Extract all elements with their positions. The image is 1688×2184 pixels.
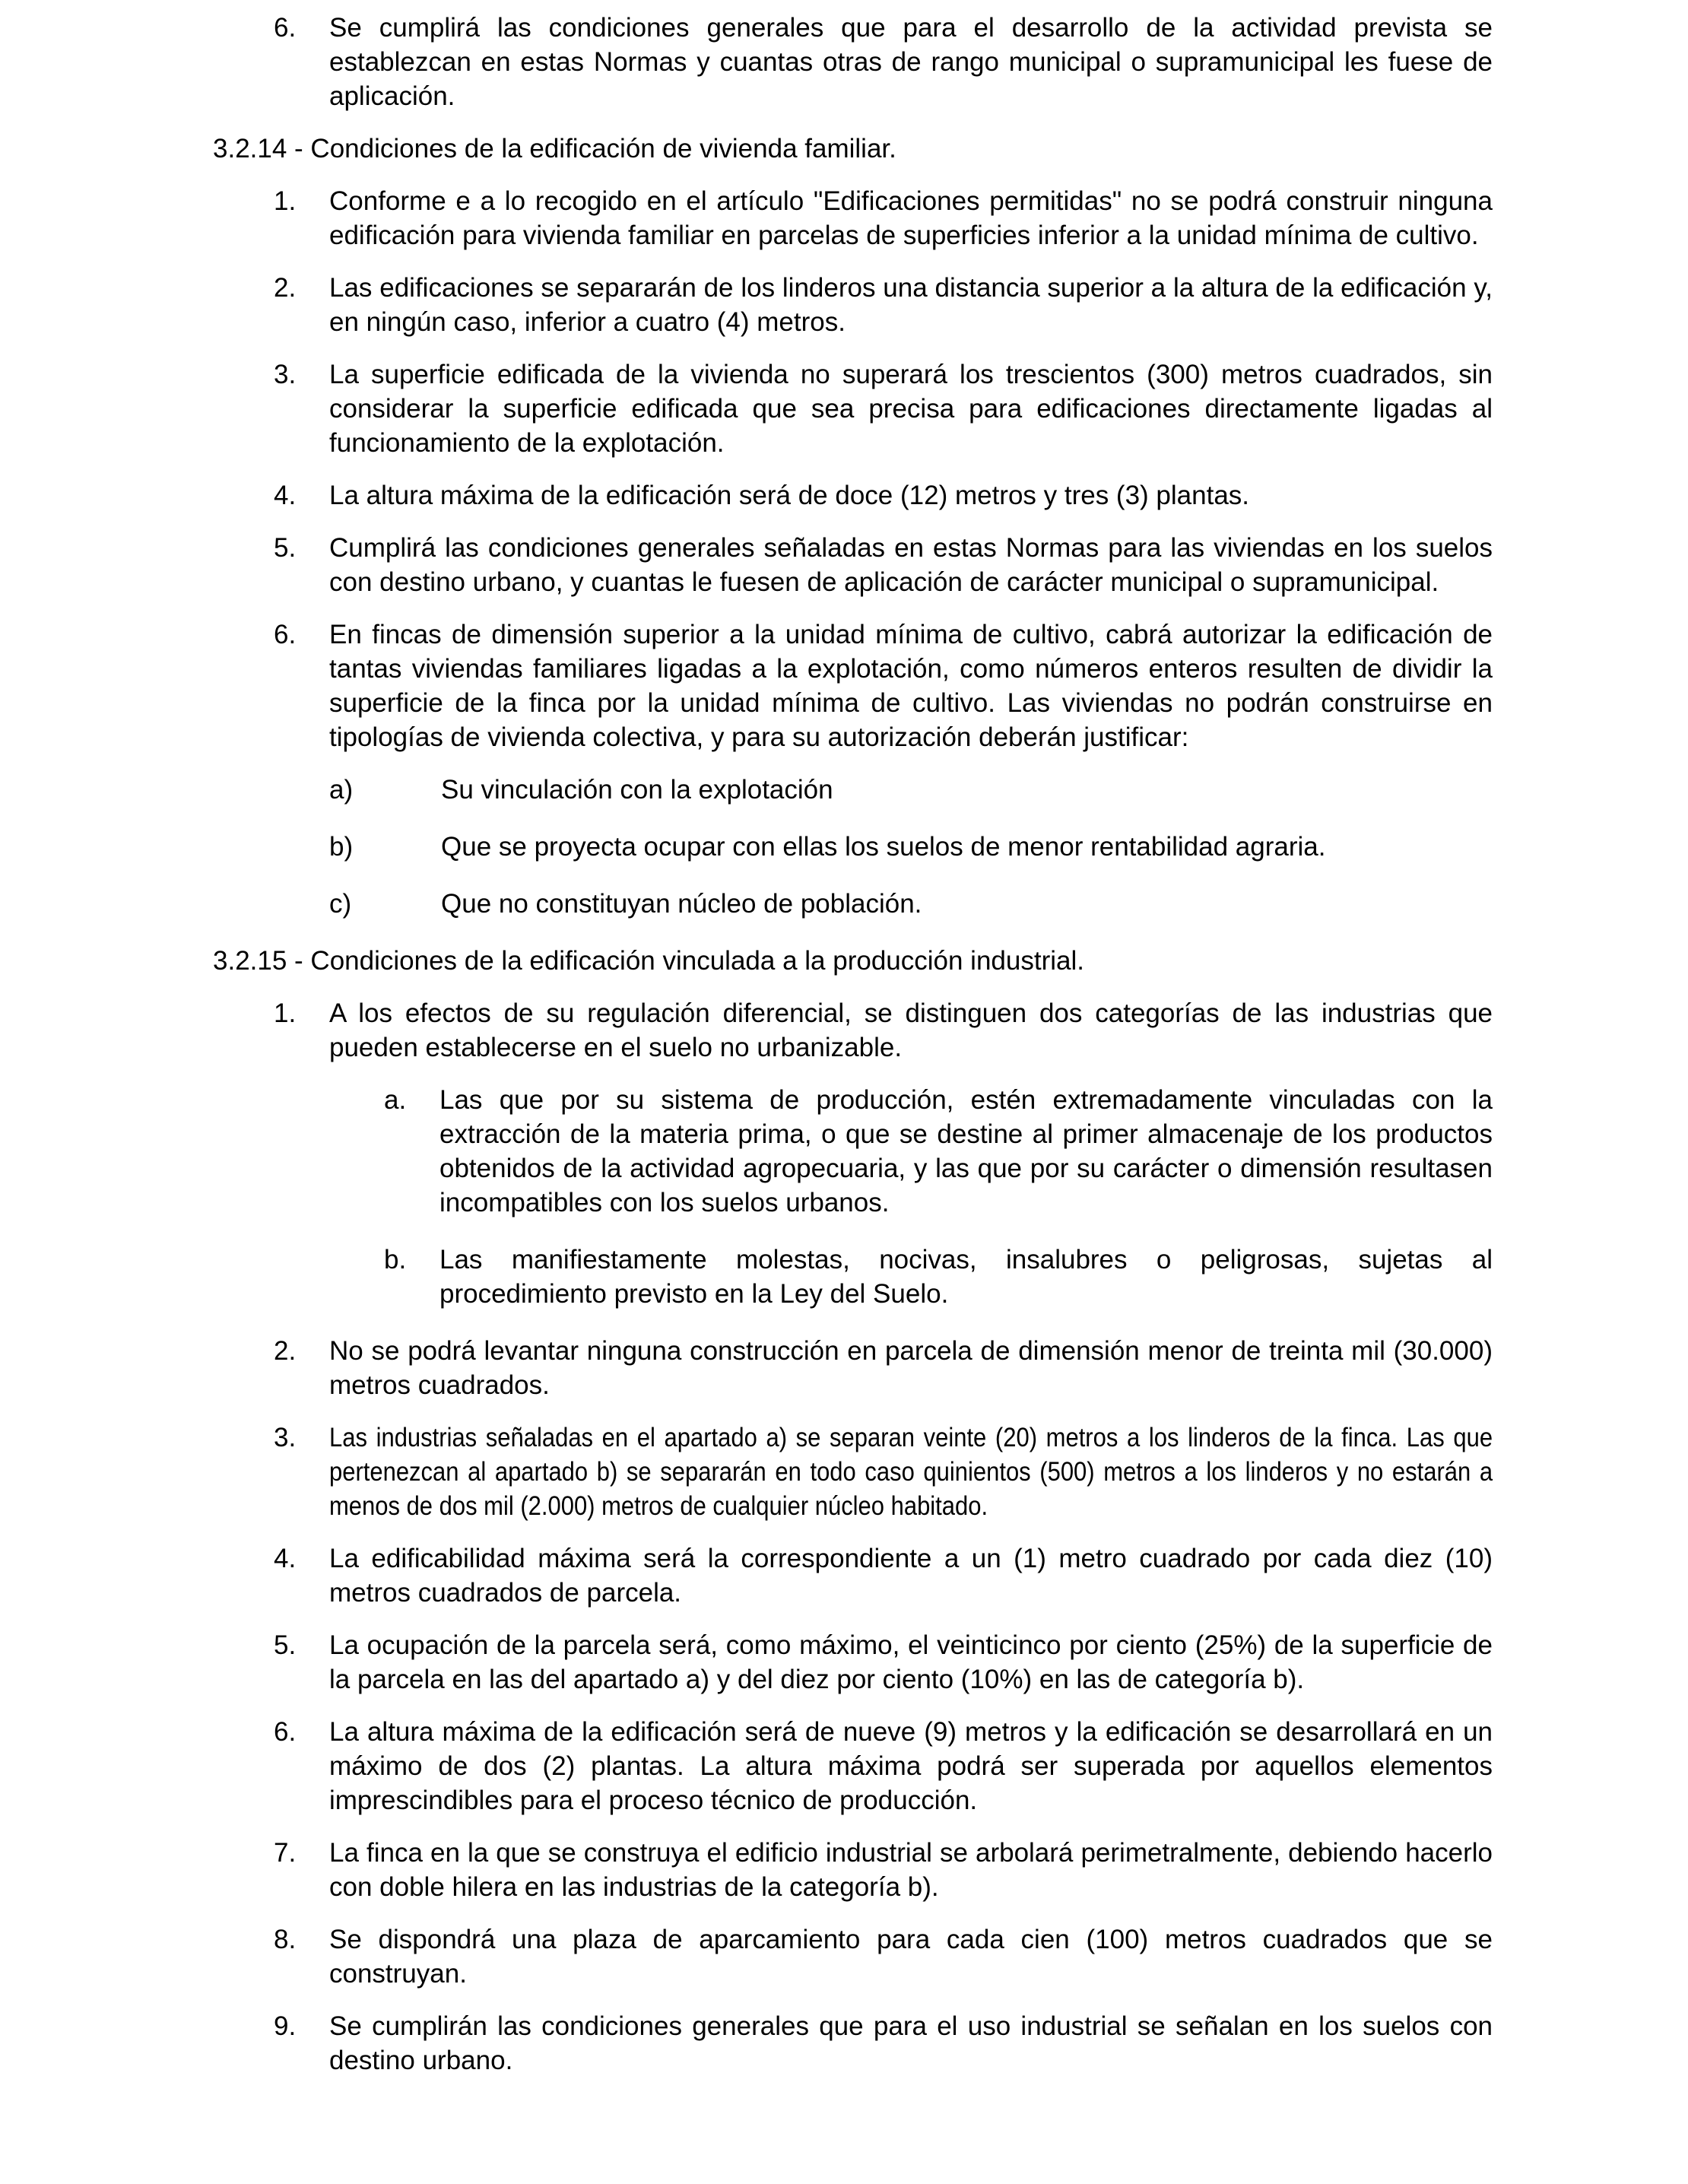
list-item-content [329, 1421, 1493, 1523]
list-item-text: Cumplirá las condiciones generales señaladas en estas Normas para las viviendas en los suelos con destino urbano, y cuantas le fuesen de aplicación de carácter municipal o supramunicipal. [329, 533, 1493, 597]
list-item-content [441, 773, 1493, 807]
list-item-marker: 4. [274, 1544, 297, 1573]
list-item-content [329, 357, 1493, 460]
list-item-marker: 8. [274, 1925, 297, 1954]
list-item-marker: b. [384, 1245, 407, 1275]
list-item-text: Conforme e a lo recogido en el artículo "Edificaciones permitidas" no se podrá construir ninguna edificación para vivienda familiar en parcelas de superficies inferior a la unidad mínima de cultivo. [329, 186, 1493, 250]
list-item-marker: 1. [274, 998, 297, 1028]
list-item [213, 1922, 1493, 1991]
list-item-marker: 2. [274, 273, 297, 303]
list-item-content [329, 11, 1493, 113]
list-item-marker: 9. [274, 2011, 297, 2041]
list-item-text: Las que por su sistema de producción, estén extremadamente vinculadas con la extracción de la materia prima, o que se destine al primer almacenaje de los productos obtenidos de la actividad agropecuaria, y las que por su carácter o dimensión resultasen incompatibles con los suelos urbanos. [439, 1085, 1493, 1217]
list-item-marker: 1. [274, 186, 297, 216]
list-item-marker: 3. [274, 1423, 297, 1452]
list-item-content [329, 1541, 1493, 1610]
list-item-content [441, 887, 1493, 921]
list-item-marker: 5. [274, 533, 297, 563]
list-item [213, 2009, 1493, 2078]
list-item-text: La ocupación de la parcela será, como máximo, el veinticinco por ciento (25%) de la superficie de la parcela en las del apartado a) y del diez por ciento (10%) en las de categoría b). [329, 1630, 1493, 1694]
list-item [213, 1541, 1493, 1610]
list-item [213, 357, 1493, 460]
list-item-content [329, 478, 1493, 513]
sub-list-item [213, 773, 1493, 807]
list-item-content [329, 531, 1493, 599]
list-item-text: Se cumplirán las condiciones generales que para el uso industrial se señalan en los suelos con destino urbano. [329, 2011, 1493, 2075]
list-item-marker: 3. [274, 360, 297, 389]
list-item-marker: a. [384, 1085, 407, 1115]
list-item-content [329, 184, 1493, 252]
list-item-content [329, 1628, 1493, 1697]
list-item-text: Las industrias señaladas en el apartado a) se separan veinte (20) metros a los linderos de la finca. Las que pertenezcan al apartado b) se separarán en todo caso quinientos (500) metros a los linderos y no estarán a menos de dos mil (2.000) metros de cualquier núcleo habitado. [329, 1423, 1493, 1521]
sub-list-item [213, 1083, 1493, 1220]
list-item [213, 1334, 1493, 1402]
list-item-content [329, 1334, 1493, 1402]
list-item-content [329, 617, 1493, 754]
list-item-content [329, 996, 1493, 1065]
list-item [213, 478, 1493, 513]
list-item-content [439, 1083, 1493, 1220]
list-item-marker: b) [329, 832, 354, 862]
list-item-text: Su vinculación con la explotación [441, 775, 833, 805]
list-item-marker: 5. [274, 1630, 297, 1660]
list-item [213, 1836, 1493, 1904]
list-item [213, 184, 1493, 252]
list-item-marker: 2. [274, 1336, 297, 1366]
list-item-text: Se dispondrá una plaza de aparcamiento para cada cien (100) metros cuadrados que se construyan. [329, 1925, 1493, 1989]
list-item-text: Que se proyecta ocupar con ellas los suelos de menor rentabilidad agraria. [441, 832, 1326, 862]
list-item [213, 617, 1493, 754]
list-item-marker: 7. [274, 1838, 297, 1868]
list-item-text: La altura máxima de la edificación será de nueve (9) metros y la edificación se desarrollará en un máximo de dos (2) plantas. La altura máxima podrá ser superada por aquellos elementos imprescindibles para el proceso técnico de producción. [329, 1717, 1493, 1815]
list-item [213, 1628, 1493, 1697]
list-item-marker: 6. [274, 1717, 297, 1747]
list-item-content [329, 2009, 1493, 2078]
sub-list-item [213, 1243, 1493, 1311]
list-item-marker: 6. [274, 13, 297, 43]
list-item-text: La finca en la que se construya el edificio industrial se arbolará perimetralmente, debiendo hacerlo con doble hilera en las industrias de la categoría b). [329, 1838, 1493, 1902]
list-item-text: Las manifiestamente molestas, nocivas, insalubres o peligrosas, sujetas al procedimiento previsto en la Ley del Suelo. [439, 1245, 1493, 1309]
section-heading [213, 132, 1493, 166]
list-item [213, 1421, 1493, 1523]
list-item-content [329, 1922, 1493, 1991]
list-item-content [329, 1715, 1493, 1817]
list-item-text: La edificabilidad máxima será la correspondiente a un (1) metro cuadrado por cada diez (10) metros cuadrados de parcela. [329, 1544, 1493, 1608]
list-item [213, 271, 1493, 339]
sub-list-item [213, 830, 1493, 864]
list-item [213, 996, 1493, 1065]
list-item-text: No se podrá levantar ninguna construcción en parcela de dimensión menor de treinta mil (30.000) metros cuadrados. [329, 1336, 1493, 1400]
list-item-text: La altura máxima de la edificación será de doce (12) metros y tres (3) plantas. [329, 481, 1250, 510]
list-item-marker: 6. [274, 620, 297, 649]
section-heading-text: 3.2.15 - Condiciones de la edificación vinculada a la producción industrial. [213, 946, 1084, 976]
list-item-marker: a) [329, 775, 354, 805]
list-item-text: Las edificaciones se separarán de los linderos una distancia superior a la altura de la edificación y, en ningún caso, inferior a cuatro (4) metros. [329, 273, 1493, 337]
list-item-text: A los efectos de su regulación diferencial, se distinguen dos categorías de las industrias que pueden establecerse en el suelo no urbanizable. [329, 998, 1493, 1062]
list-item-marker: c) [329, 889, 352, 919]
list-item-content [329, 1836, 1493, 1904]
list-item [213, 531, 1493, 599]
list-item [213, 1715, 1493, 1817]
list-item-text: Se cumplirá las condiciones generales que para el desarrollo de la actividad prevista se establezcan en estas Normas y cuantas otras de rango municipal o supramunicipal les fuese de aplicación. [329, 13, 1493, 111]
sub-list-item [213, 887, 1493, 921]
list-item-content [441, 830, 1493, 864]
list-item-content [439, 1243, 1493, 1311]
list-item-text: La superficie edificada de la vivienda no superará los trescientos (300) metros cuadrados, sin considerar la superficie edificada que sea precisa para edificaciones directamente ligadas al funcionamiento de la explotación. [329, 360, 1493, 458]
list-item-text: Que no constituyan núcleo de población. [441, 889, 922, 919]
list-item [213, 11, 1493, 113]
section-heading-text: 3.2.14 - Condiciones de la edificación de vivienda familiar. [213, 134, 896, 163]
section-heading [213, 944, 1493, 978]
list-item-content [329, 271, 1493, 339]
list-item-text: En fincas de dimensión superior a la unidad mínima de cultivo, cabrá autorizar la edificación de tantas viviendas familiares ligadas a la explotación, como números enteros resulten de dividir la superficie de la finca por la unidad mínima de cultivo. Las viviendas no podrán construirse en tipologías de vivienda colectiva, y para su autorización deberán justificar: [329, 620, 1493, 752]
document-content [213, 11, 1493, 2078]
list-item-marker: 4. [274, 481, 297, 510]
